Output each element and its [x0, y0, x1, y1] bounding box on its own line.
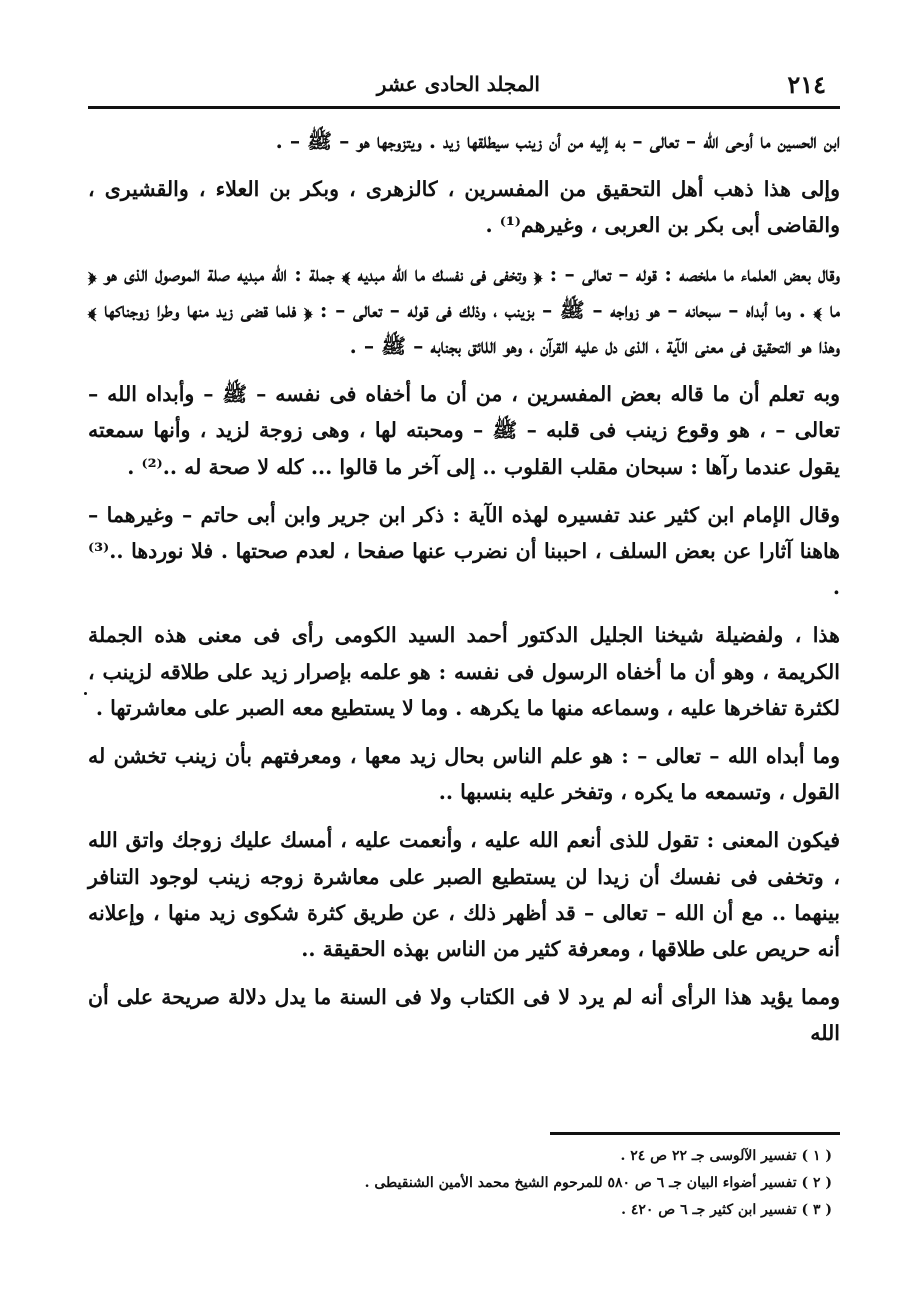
paragraph: هذا ، ولفضيلة شيخنا الجليل الدكتور أحمد السيد الكومى رأى فى معنى هذه الجملة الكريمة ، وهو أن ما أخفاه الرسول فى نفسه : هو علمه بإصرار زيد على طلاقه لزينب ، لكثرة تفاخرها عليه ، وسماعه منها ما يكرهه . وما لا يستطيع معه الصبر على معاشرتها .	[88, 623, 840, 720]
footnote: ( ٣ ) تفسير ابن كثير جـ ٦ ص ٤٢٠ .	[621, 1202, 832, 1218]
paragraph: وبه تعلم أن ما قاله بعض المفسرين ، من أن ما أخفاه فى نفسه – ﷺ – وأبداه الله – تعالى – ، هو وقوع زينب فى قلبه – ﷺ – ومحبته لها ، وهى زوجة لزيد ، وأنها سمعته يقول عندما رآها : سبحان مقلب القلوب .. إلى آخر ما قالوا ... كله لا صحة له ..⁽²⁾ .	[88, 382, 840, 479]
paragraph: ومما يؤيد هذا الرأى أنه لم يرد لا فى الكتاب ولا فى السنة ما يدل دلالة صريحة على أن الله	[88, 985, 840, 1046]
paragraph: وقال الإمام ابن كثير عند تفسيره لهذه الآية : ذكر ابن جرير وابن أبى حاتم – وغيرهما – هاهنا آثارا عن بعض السلف ، احببنا أن نضرب عنها صفحا ، لعدم صحتها . فلا نوردها ..⁽³⁾ .	[88, 502, 840, 600]
print-speck	[84, 692, 87, 695]
running-title: المجلد الحادى عشر	[376, 72, 540, 96]
paragraph: وإلى هذا ذهب أهل التحقيق من المفسرين ، كالزهرى ، وبكر بن العلاء ، والقشيرى ، والقاضى أبى بكر بن العربى ، وغيرهم⁽¹⁾ .	[88, 177, 840, 238]
paragraph: وقال بعض العلماء ما ملخصه : قوله – تعالى – : ﴿ وتخفى فى نفسك ما الله مبديه ﴾ جملة : الله مبديه صلة الموصول الذى هو ﴿ ما ﴾ . وما أبداه – سبحانه – هو زواجه – ﷺ – بزينب ، وذلك فى قوله – تعالى – : ﴿ فلما قضى زيد منها وطرا زوجناكها ﴾ وهذا هو التحقيق فى معنى الآية ، الذى دل عليه القرآن ، وهو اللائق بجنابه – ﷺ – .	[88, 261, 840, 359]
footnote: ( ٢ ) تفسير أضواء البيان جـ ٦ ص ٥٨٠ للمرحوم الشيخ محمد الأمين الشنقيطى .	[364, 1175, 832, 1191]
paragraph: وما أبداه الله – تعالى – : هو علم الناس بحال زيد معها ، ومعرفتهم بأن زينب تخشن له القول ، وتسمعه ما يكره ، وتفخر عليه بنسبها ..	[88, 744, 840, 805]
footnotes	[88, 1132, 840, 1224]
footnote-rule	[550, 1132, 840, 1135]
page-header	[88, 66, 840, 109]
book-page	[88, 66, 840, 1226]
page-number: ٢١٤	[787, 70, 826, 99]
paragraph: ابن الحسين ما أوحى الله – تعالى – به إليه من أن زينب سيطلقها زيد . ويتزوجها هو – ﷺ – .	[275, 129, 840, 153]
body-text	[88, 109, 840, 1052]
paragraph: فيكون المعنى : تقول للذى أنعم الله عليه ، وأنعمت عليه ، أمسك عليك زوجك واتق الله ، وتخفى فى نفسك أن زيدا لن يستطيع الصبر على معاشرة زوجه زينب لوجود التنافر بينهما .. مع أن الله – تعالى – قد أظهر ذلك ، عن طريق كثرة شكوى زيد منها ، وإعلانه أنه حريص على طلاقها ، ومعرفة كثير من الناس بهذه الحقيقة ..	[88, 828, 840, 962]
footnote: ( ١ ) تفسير الآلوسى جـ ٢٢ ص ٢٤ .	[620, 1148, 832, 1164]
